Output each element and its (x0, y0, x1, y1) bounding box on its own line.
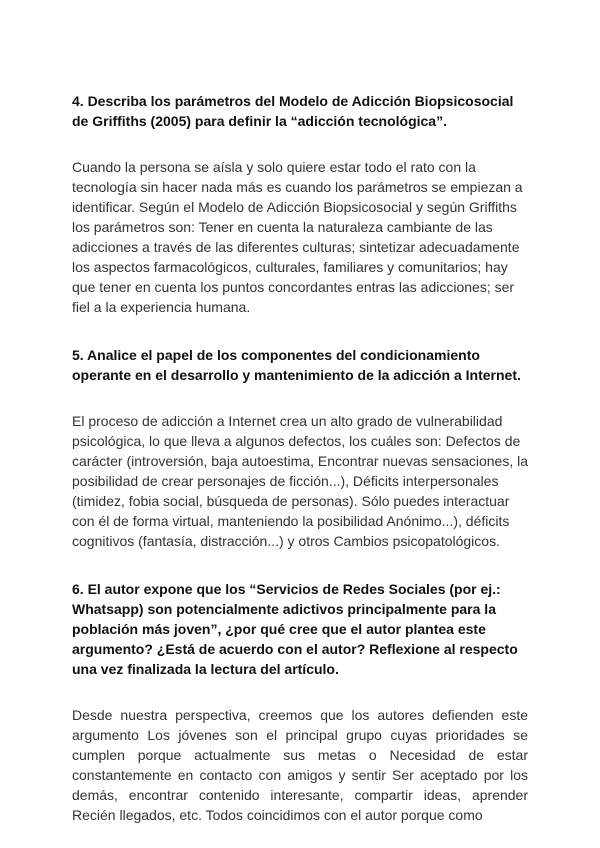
answer-4: Cuando la persona se aísla y solo quiere estar todo el rato con la tecnología sin hacer nada más es cuando los parámetros se empiezan a identificar. Según el Modelo de Adicción Biopsicosocial y según Griffiths los parámetros son: Tener en cuenta la naturaleza cambiante de las adicciones a través de las diferentes culturas; sintetizar adecuadamente los aspectos farmacológicos, culturales, familiares y comunitarios; hay que tener en cuenta los puntos concordantes entras las adicciones; ser fiel a la experiencia humana. (72, 159, 523, 315)
answer-5: El proceso de adicción a Internet crea un alto grado de vulnerabilidad psicológica, lo que lleva a algunos defectos, los cuáles son: Defectos de carácter (introversión, baja autoestima, Encontrar nuevas sensaciones, la posibilidad de crear personajes de ficción...), Déficits interpersonales (timidez, fobia social, búsqueda de personas). Sólo puedes interactuar con él de forma virtual, manteniendo la posibilidad Anónimo...), déficits cognitivos (fantasía, distracción...) y otros Cambios psicopatológicos. (72, 413, 529, 549)
answer-6: Desde nuestra perspectiva, creemos que los autores defienden este argumento Los jóvenes son el principal grupo cuyas prioridades se cumplen porque actualmente sus metas o Necesidad de estar constantemente en contacto con amigos y sentir Ser aceptado por los demás, encontrar contenido interesante, compartir ideas, aprender Recién llegados, etc. Todos coincidimos con el autor porque como (72, 707, 528, 823)
question-5: 5. Analice el papel de los componentes del condicionamiento operante en el desarrollo y mantenimiento de la adicción a Internet. (72, 347, 521, 383)
question-4: 4. Describa los parámetros del Modelo de Adicción Biopsicosocial de Griffiths (2005) para definir la “adicción tecnológica”. (72, 93, 514, 129)
document-page (72, 91, 528, 825)
question-6: 6. El autor expone que los “Servicios de Redes Sociales (por ej.: Whatsapp) son potencialmente adictivos principalmente para la población más joven”, ¿por qué cree que el autor plantea este argumento? ¿Está de acuerdo con el autor? Reflexione al respecto una vez finalizada la lectura del artículo. (72, 581, 518, 677)
